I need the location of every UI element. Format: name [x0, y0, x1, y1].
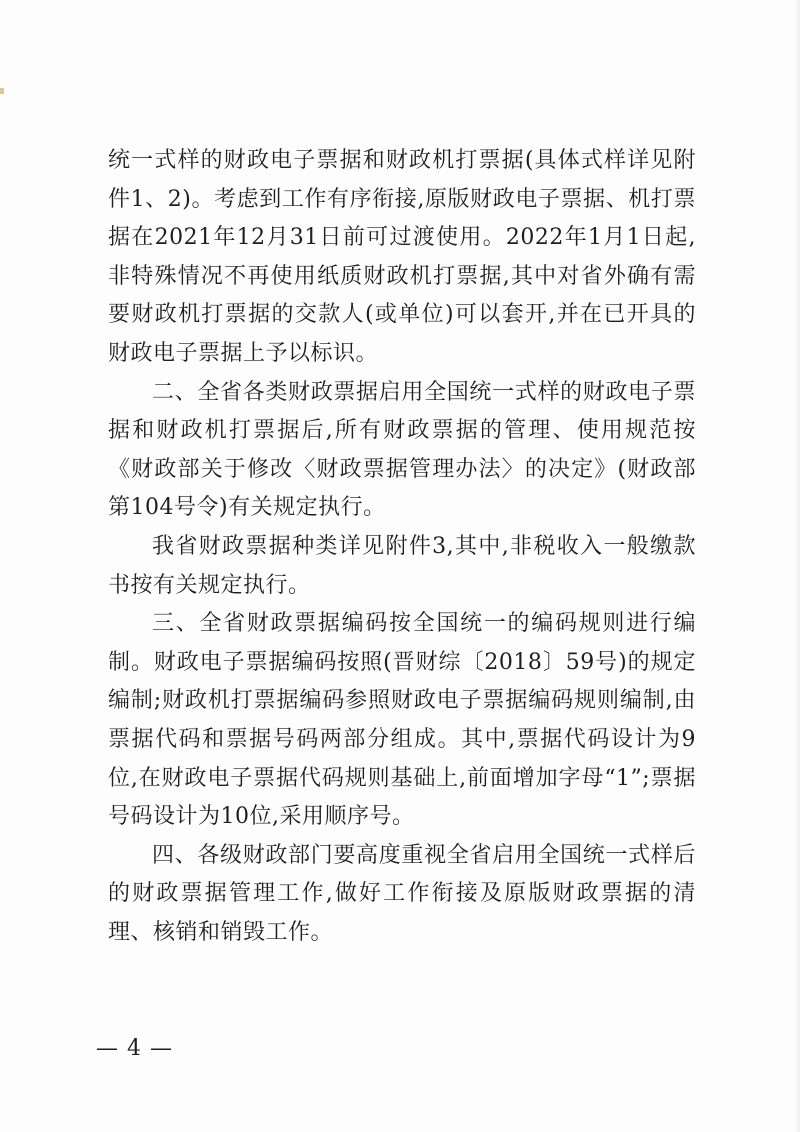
paragraph-section-two: 二、全省各类财政票据启用全国统一式样的财政电子票据和财政机打票据后,所有财政票据的管理、使用规范按《财政部关于修改〈财政票据管理办法〉的决定》(财政部第104号令)有关规定执行。	[108, 379, 696, 521]
document-body	[108, 142, 696, 952]
paragraph-section-four: 四、各级财政部门要高度重视全省启用全国统一式样后的财政票据管理工作,做好工作衔接及原版财政票据的清理、核销和销毁工作。	[108, 842, 696, 945]
paragraph-continued: 统一式样的财政电子票据和财政机打票据(具体式样详见附件1、2)。考虑到工作有序衔接,原版财政电子票据、机打票据在2021年12月31日前可过渡使用。2022年1月1日起,非特殊情况不再使用纸质财政机打票据,其中对省外确有需要财政机打票据的交款人(或单位)可以套开,并在已开具的财政电子票据上予以标识。	[108, 148, 696, 366]
paragraph-bill-types: 我省财政票据种类详见附件3,其中,非税收入一般缴款书按有关规定执行。	[108, 533, 696, 598]
page-edge-shadow	[794, 0, 800, 1132]
page-number: — 4 —	[96, 1036, 173, 1061]
binding-mark	[0, 88, 4, 94]
paragraph-section-three: 三、全省财政票据编码按全国统一的编码规则进行编制。财政电子票据编码按照(晋财综〔2018〕59号)的规定编制;财政机打票据编码参照财政电子票据编码规则编制,由票据代码和票据号码两部分组成。其中,票据代码设计为9位,在财政电子票据代码规则基础上,前面增加字母“1”;票据号码设计为10位,采用顺序号。	[108, 611, 696, 830]
